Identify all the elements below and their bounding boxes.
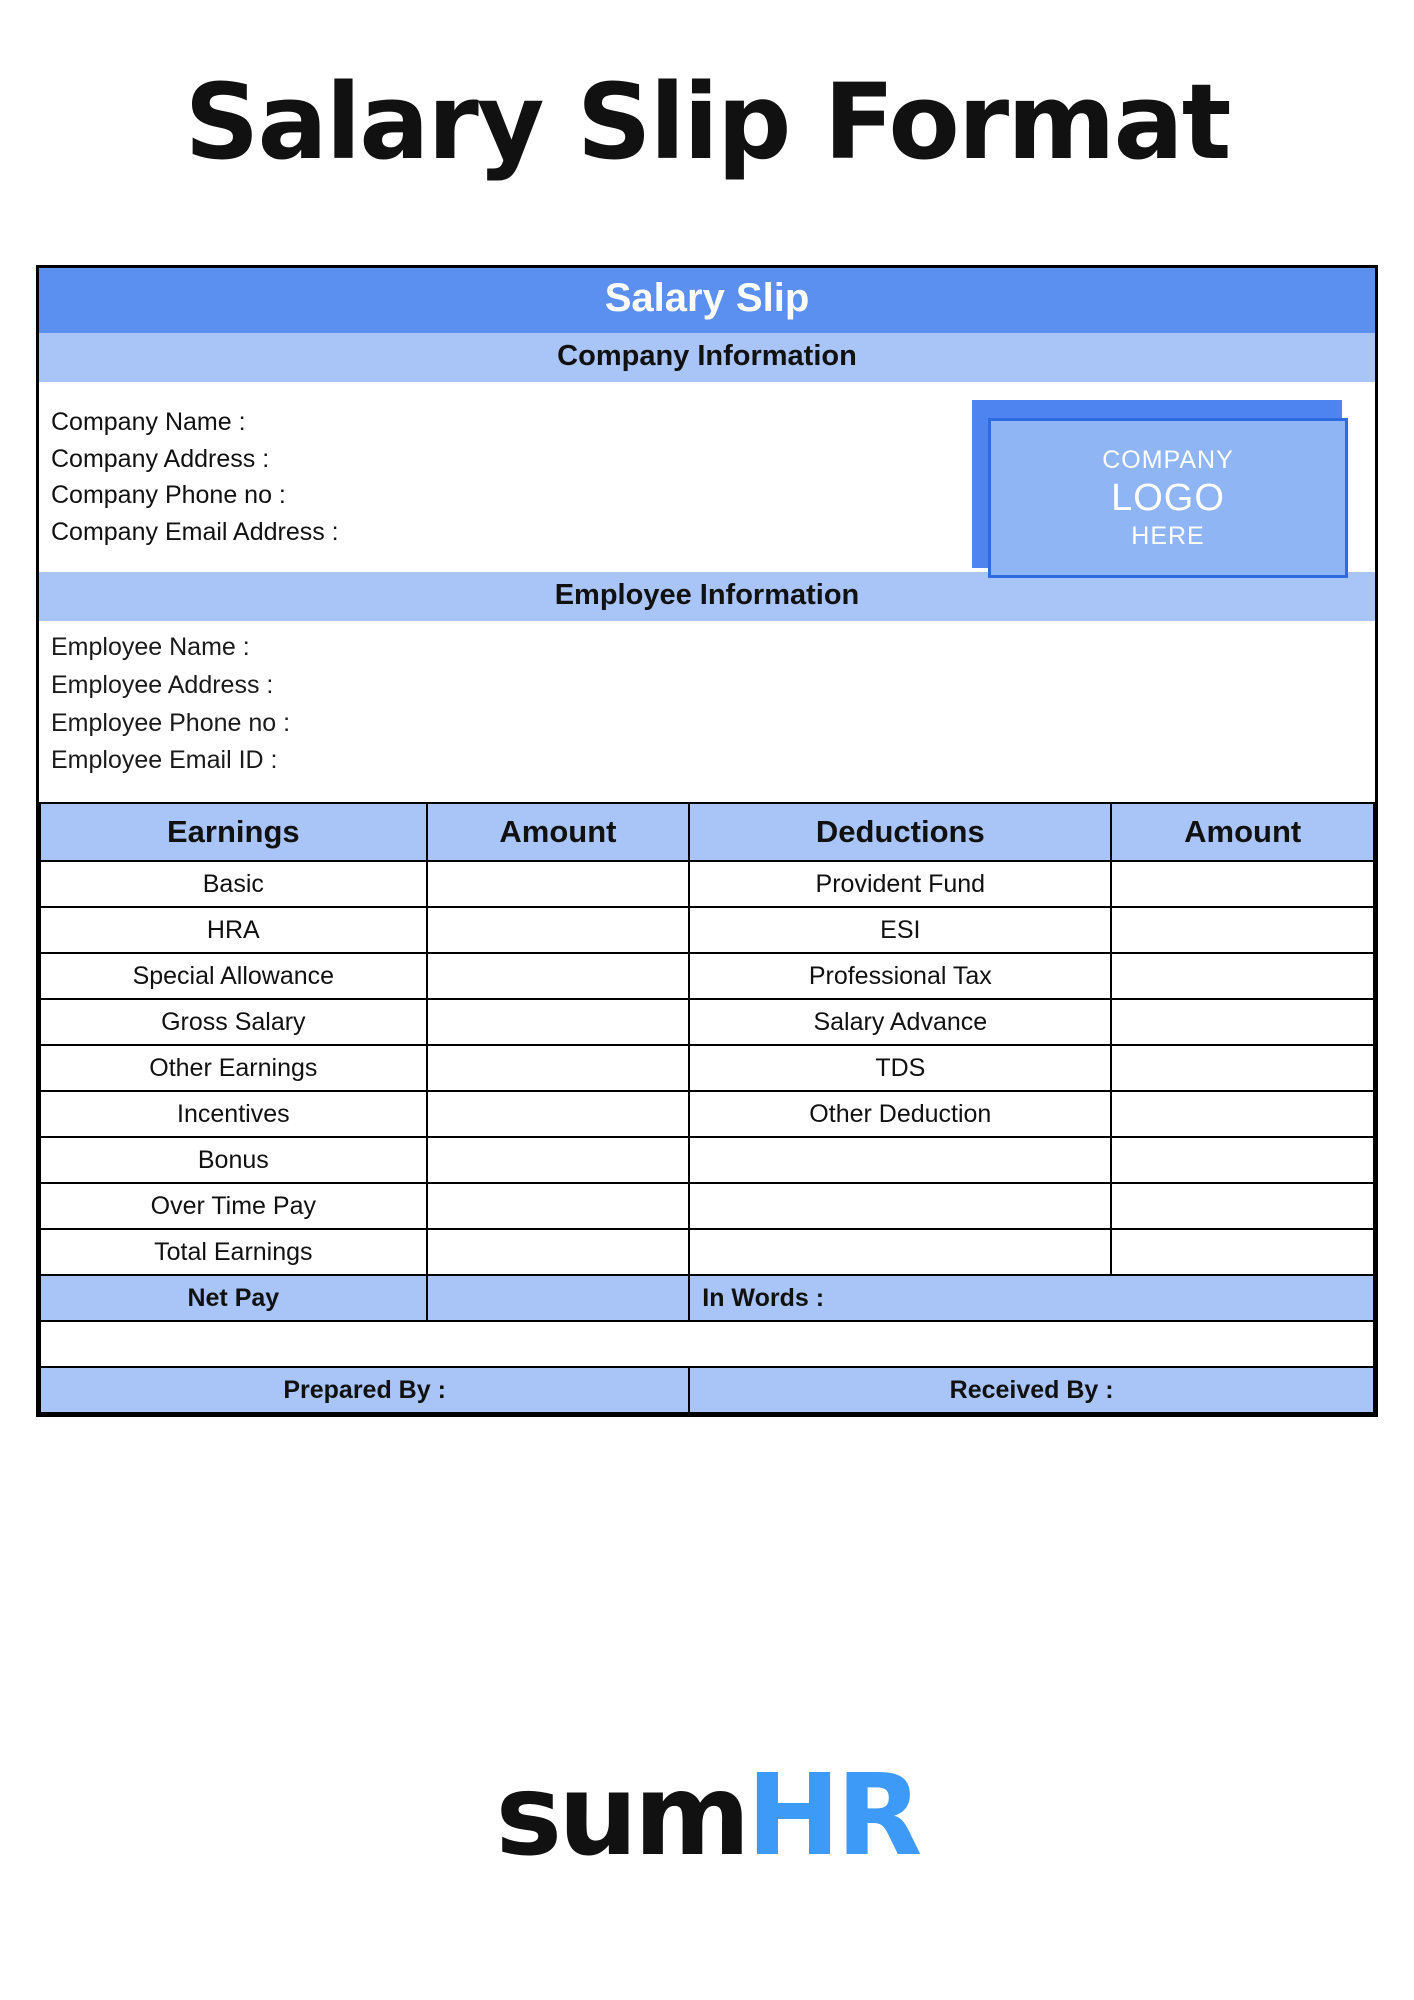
table-row — [40, 1045, 1374, 1091]
net-pay-value-input[interactable] — [427, 1275, 690, 1321]
company-phone-field[interactable]: Company Phone no : — [51, 481, 286, 509]
earning-label: Over Time Pay — [40, 1183, 427, 1229]
table-row — [40, 1137, 1374, 1183]
employee-information-block — [39, 621, 1375, 802]
logo-frame — [988, 418, 1348, 578]
earning-label: HRA — [40, 907, 427, 953]
earning-amount-input[interactable] — [427, 1229, 690, 1275]
deduction-amount-input[interactable] — [1111, 953, 1374, 999]
deduction-amount-input[interactable] — [1111, 1091, 1374, 1137]
deduction-label: Other Deduction — [689, 1091, 1111, 1137]
company-name-field[interactable]: Company Name : — [51, 408, 246, 436]
earning-label: Other Earnings — [40, 1045, 427, 1091]
table-row — [40, 1183, 1374, 1229]
employee-address-field[interactable]: Employee Address : — [51, 670, 274, 699]
spacer-cell — [40, 1321, 1374, 1367]
earnings-deductions-table — [39, 802, 1375, 1414]
deduction-label: ESI — [689, 907, 1111, 953]
logo-line-company: COMPANY — [1102, 445, 1234, 474]
column-header-earnings: Earnings — [40, 803, 427, 861]
deduction-label: TDS — [689, 1045, 1111, 1091]
earning-amount-input[interactable] — [427, 999, 690, 1045]
in-words-field[interactable]: In Words : — [689, 1275, 1374, 1321]
table-row — [40, 999, 1374, 1045]
deduction-label — [689, 1229, 1111, 1275]
earning-label: Incentives — [40, 1091, 427, 1137]
employee-phone-field[interactable]: Employee Phone no : — [51, 708, 291, 737]
earning-amount-input[interactable] — [427, 1045, 690, 1091]
table-row — [40, 1091, 1374, 1137]
net-pay-row — [40, 1275, 1374, 1321]
deduction-amount-input[interactable] — [1111, 907, 1374, 953]
deduction-amount-input[interactable] — [1111, 1183, 1374, 1229]
logo-text-hr: HR — [746, 1751, 919, 1881]
table-row — [40, 1229, 1374, 1275]
deduction-amount-input[interactable] — [1111, 999, 1374, 1045]
deduction-label: Provident Fund — [689, 861, 1111, 907]
company-email-field[interactable]: Company Email Address : — [51, 517, 339, 546]
deduction-label — [689, 1183, 1111, 1229]
earning-label: Bonus — [40, 1137, 427, 1183]
employee-name-field[interactable]: Employee Name : — [51, 633, 250, 661]
signature-row — [40, 1367, 1374, 1413]
employee-information-band: Employee Information — [39, 572, 1375, 621]
deduction-label: Professional Tax — [689, 953, 1111, 999]
spacer-row — [40, 1321, 1374, 1367]
earning-amount-input[interactable] — [427, 1091, 690, 1137]
slip-header-title: Salary Slip — [39, 268, 1375, 333]
company-address-field[interactable]: Company Address : — [51, 444, 270, 473]
prepared-by-field[interactable]: Prepared By : — [40, 1367, 689, 1413]
deduction-amount-input[interactable] — [1111, 1137, 1374, 1183]
deduction-amount-input[interactable] — [1111, 1045, 1374, 1091]
table-row — [40, 907, 1374, 953]
earning-label: Total Earnings — [40, 1229, 427, 1275]
column-header-amount-earnings: Amount — [427, 803, 690, 861]
deduction-label: Salary Advance — [689, 999, 1111, 1045]
table-header-row — [40, 803, 1374, 861]
deduction-amount-input[interactable] — [1111, 861, 1374, 907]
earning-label: Basic — [40, 861, 427, 907]
deduction-amount-input[interactable] — [1111, 1229, 1374, 1275]
net-pay-label: Net Pay — [40, 1275, 427, 1321]
salary-slip-document — [36, 265, 1378, 1417]
earning-amount-input[interactable] — [427, 953, 690, 999]
deduction-label — [689, 1137, 1111, 1183]
logo-line-logo: LOGO — [1111, 476, 1225, 519]
logo-text-sum: sum — [495, 1751, 747, 1881]
logo-line-here: HERE — [1131, 521, 1205, 550]
page-title: Salary Slip Format — [184, 61, 1230, 183]
earning-amount-input[interactable] — [427, 1137, 690, 1183]
earning-amount-input[interactable] — [427, 861, 690, 907]
company-logo-placeholder[interactable] — [972, 400, 1357, 580]
company-information-band: Company Information — [39, 333, 1375, 382]
employee-email-field[interactable]: Employee Email ID : — [51, 746, 278, 775]
table-row — [40, 861, 1374, 907]
earning-label: Gross Salary — [40, 999, 427, 1045]
table-row — [40, 953, 1374, 999]
company-information-block — [39, 382, 1375, 572]
column-header-deductions: Deductions — [689, 803, 1111, 861]
column-header-amount-deductions: Amount — [1111, 803, 1374, 861]
earning-label: Special Allowance — [40, 953, 427, 999]
received-by-field[interactable]: Received By : — [689, 1367, 1374, 1413]
earning-amount-input[interactable] — [427, 907, 690, 953]
sumhr-logo — [0, 1751, 1414, 1881]
earning-amount-input[interactable] — [427, 1183, 690, 1229]
